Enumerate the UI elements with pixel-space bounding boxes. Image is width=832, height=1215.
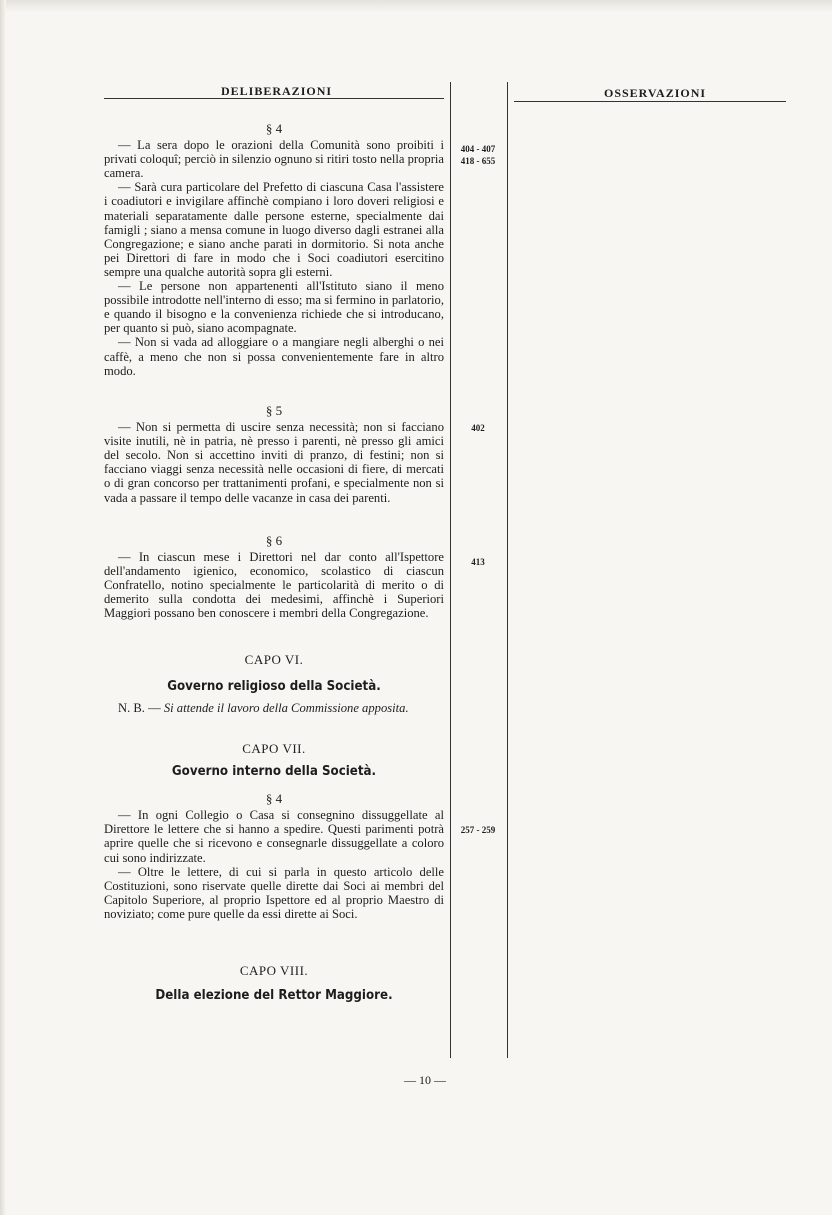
section-5-block xyxy=(104,400,444,505)
reference: 413 xyxy=(471,557,485,567)
reference: 402 xyxy=(471,423,485,433)
section-heading: § 4 xyxy=(265,121,283,136)
paragraph: — Oltre le lettere, di cui si parla in questo articolo delle Costituzioni, sono riservate quelle dirette dai Soci ai membri del Capitolo Superiore, al proprio Ispettore ed al proprio Maestro di noviziato; come pure quelle da essi dirette ai Soci. xyxy=(104,864,444,921)
paragraph: — Le persone non appartenenti all'Istituto siano il meno possibile introdotte nell'interno di esso; ma si fermino in parlatorio, e quando il bisogno e la convenienza richiede che si introducano, per quanto si può, siano acompagnate. xyxy=(104,279,444,336)
capo-6-block xyxy=(104,653,444,715)
paragraph: — In ciascun mese i Direttori nel dar conto all'Ispettore dell'andamento igienico, economico, scolastico di ciascun Confratello, notino specialmente le particolarità di merito o di demerito sulla condotta dei medesimi, affinchè i Superiori Maggiori possano ben conoscere i membri della Congregazione. xyxy=(104,550,444,621)
header-rule-left xyxy=(104,98,444,99)
chapter-title: Governo religioso della Società. xyxy=(167,678,381,695)
chapter-label: CAPO VII. xyxy=(242,741,306,756)
nota-bene xyxy=(104,701,444,715)
header-deliberazioni: DELIBERAZIONI xyxy=(221,84,333,98)
paragraph: — Sarà cura particolare del Prefetto di ciascuna Casa l'assistere i coadiutori e invigilare affinchè compiano i loro doveri religiosi e materiali separatamente dalle persone esterne, specialmente dai famigli ; siano a mensa comune in luogo diverso dagli estranei alla Congregazione; e siano anche parati in dormitorio. Si nota anche pei Direttori di fare in modo che i Soci coadiutori esercitino sempre una qualche autorità sopra gli esterni. xyxy=(104,180,444,279)
section-heading: § 4 xyxy=(265,791,283,807)
paragraph: — In ogni Collegio o Casa si consegnino dissuggellate al Direttore le lettere che si hanno a spedire. Questi parimenti potrà aprire quelle che si ricevono e consegnarle dissuggellate a coloro cui sono indirizzate. xyxy=(104,808,444,865)
chapter-label: CAPO VIII. xyxy=(239,963,309,978)
section-heading: § 5 xyxy=(265,403,283,418)
section-heading: § 6 xyxy=(265,533,283,548)
column-divider-right xyxy=(507,82,508,1058)
paragraph: — Non si vada ad alloggiare o a mangiare negli alberghi o nei caffè, a meno che non si possa convenientemente fare in altro modo. xyxy=(104,335,444,378)
section-6-block xyxy=(104,530,444,621)
nota-bene-text: Si attende il lavoro della Commissione apposita. xyxy=(163,701,409,716)
reference: 418 - 655 xyxy=(460,156,496,166)
reference: 404 - 407 xyxy=(460,144,496,154)
reference-numbers xyxy=(455,143,501,167)
capo-7-block xyxy=(104,742,444,921)
reference-numbers xyxy=(455,824,501,836)
section-4-block xyxy=(104,118,444,378)
chapter-title: Della elezione del Rettor Maggiore. xyxy=(155,987,393,1004)
header-rule-right xyxy=(514,101,786,102)
paragraph: — La sera dopo le orazioni della Comunità sono proibiti i privati coloquî; perciò in silenzio ognuno si ritiri tosto nella propria camera. xyxy=(104,138,444,181)
page-top-edge xyxy=(0,0,832,12)
paragraph: — Non si permetta di uscire senza necessità; non si facciano visite inutili, nè in patria, nè presso i parenti, nè presso gli amici del secolo. Non si accettino inviti di pranzo, di festini; non si facciano viaggi senza necessità nelle occasioni di fiere, di mercati o di gran concorso per trattanimenti profani, e specialmente non si vada a passare il tempo delle vacanze in casa dei parenti. xyxy=(104,420,444,505)
column-divider-left xyxy=(450,82,451,1058)
header-osservazioni: OSSERVAZIONI xyxy=(604,86,707,100)
chapter-label: CAPO VI. xyxy=(244,652,304,667)
capo-8-block xyxy=(104,964,444,1002)
page-left-edge xyxy=(0,0,6,1215)
reference-numbers xyxy=(455,556,501,568)
nota-bene-prefix: N. B. — xyxy=(118,701,161,716)
chapter-title: Governo interno della Società. xyxy=(171,763,377,780)
reference-numbers xyxy=(455,422,501,434)
page-number: — 10 — xyxy=(404,1073,446,1087)
reference: 257 - 259 xyxy=(460,825,496,835)
